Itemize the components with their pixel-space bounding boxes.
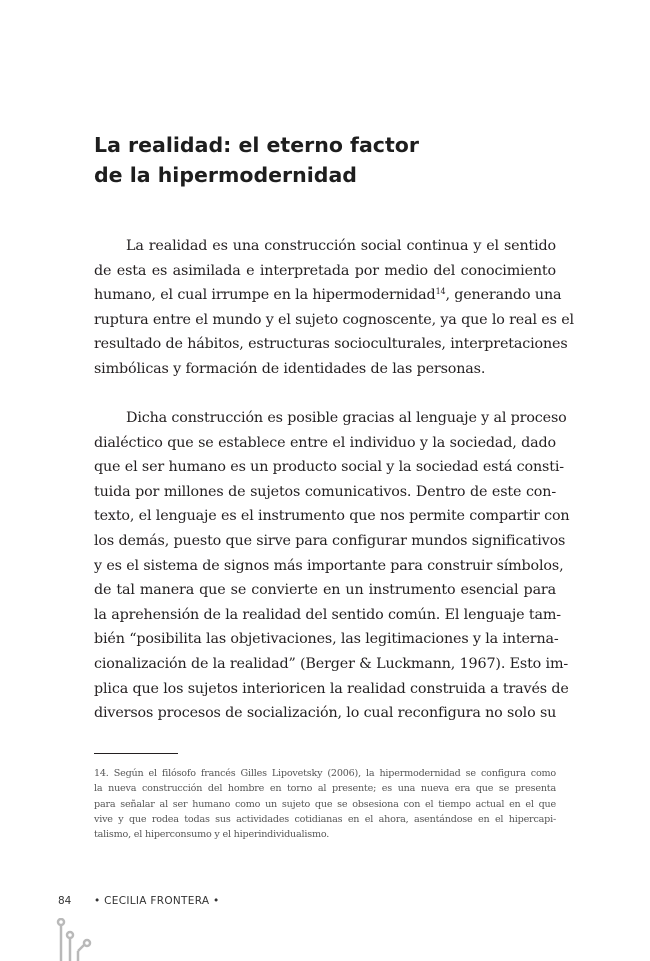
footnote-line: talismo, el hiperconsumo y el hiperindividualismo. <box>94 829 330 841</box>
text-line: ruptura entre el mundo y el sujeto cognoscente, ya que lo real es el <box>94 311 574 328</box>
text-segment: , generando una <box>445 287 562 304</box>
text-line: simbólicas y formación de identidades de las personas. <box>94 360 486 377</box>
text-line <box>94 283 562 308</box>
text-line: plica que los sujetos interioricen la realidad construida a través de <box>94 680 569 697</box>
text-line: La realidad es una construcción social continua y el sentido <box>126 238 556 254</box>
text-line: la aprehensión de la realidad del sentido común. El lenguaje tam- <box>94 606 561 623</box>
footnote <box>94 766 556 842</box>
text-line: Dicha construcción es posible gracias al lenguaje y al proceso <box>126 410 567 426</box>
text-line: dialéctico que se establece entre el individuo y la sociedad, dado <box>94 434 556 451</box>
text-line: bién “posibilita las objetivaciones, las legitimaciones y la interna- <box>94 631 559 648</box>
text-line: los demás, puesto que sirve para configurar mundos significativos <box>94 532 566 549</box>
text-line: de esta es asimilada e interpretada por medio del conocimiento <box>94 262 556 279</box>
text-line: y es el sistema de signos más importante para construir símbolos, <box>94 557 564 574</box>
text-line: diversos procesos de socialización, lo cual reconfigura no solo su <box>94 705 557 722</box>
circuit-ornament-icon <box>56 918 96 961</box>
heading-line-2: de la hipermodernidad <box>94 163 357 187</box>
footnote-line: la nueva construcción del hombre en torno al presente; es una nueva era que se presenta <box>94 783 556 795</box>
paragraph-1 <box>94 234 574 382</box>
text-line: texto, el lenguaje es el instrumento que nos permite compartir con <box>94 508 570 525</box>
page-number: 84 <box>58 895 72 907</box>
text-line: de tal manera que se convierte en un instrumento esencial para <box>94 582 556 599</box>
footnote-line: vive y que rodea todas sus actividades cotidianas en el ahora, asentándose en el hipercapi- <box>94 813 556 825</box>
text-line: cionalización de la realidad” (Berger & Luckmann, 1967). Esto im- <box>94 655 569 672</box>
running-head: • CECILIA FRONTERA • <box>94 895 220 907</box>
text-line: que el ser humano es un producto social y la sociedad está consti- <box>94 459 564 476</box>
text-line: resultado de hábitos, estructuras socioculturales, interpretaciones <box>94 336 568 353</box>
text-line: tuida por millones de sujetos comunicativos. Dentro de este con- <box>94 483 556 500</box>
heading-line-1: La realidad: el eterno factor <box>94 133 419 157</box>
footnote-line: 14. Según el filósofo francés Gilles Lipovetsky (2006), la hipermodernidad se configura como <box>94 768 556 779</box>
footnote-divider <box>94 753 178 754</box>
chapter-heading <box>94 130 564 190</box>
footnote-reference: 14 <box>435 287 446 297</box>
text-segment: humano, el cual irrumpe en la hipermodernidad <box>94 287 436 304</box>
paragraph-2 <box>94 406 570 726</box>
footnote-line: para señalar al ser humano como un sujeto que se obsesiona con el tiempo actual en el que <box>94 798 556 810</box>
